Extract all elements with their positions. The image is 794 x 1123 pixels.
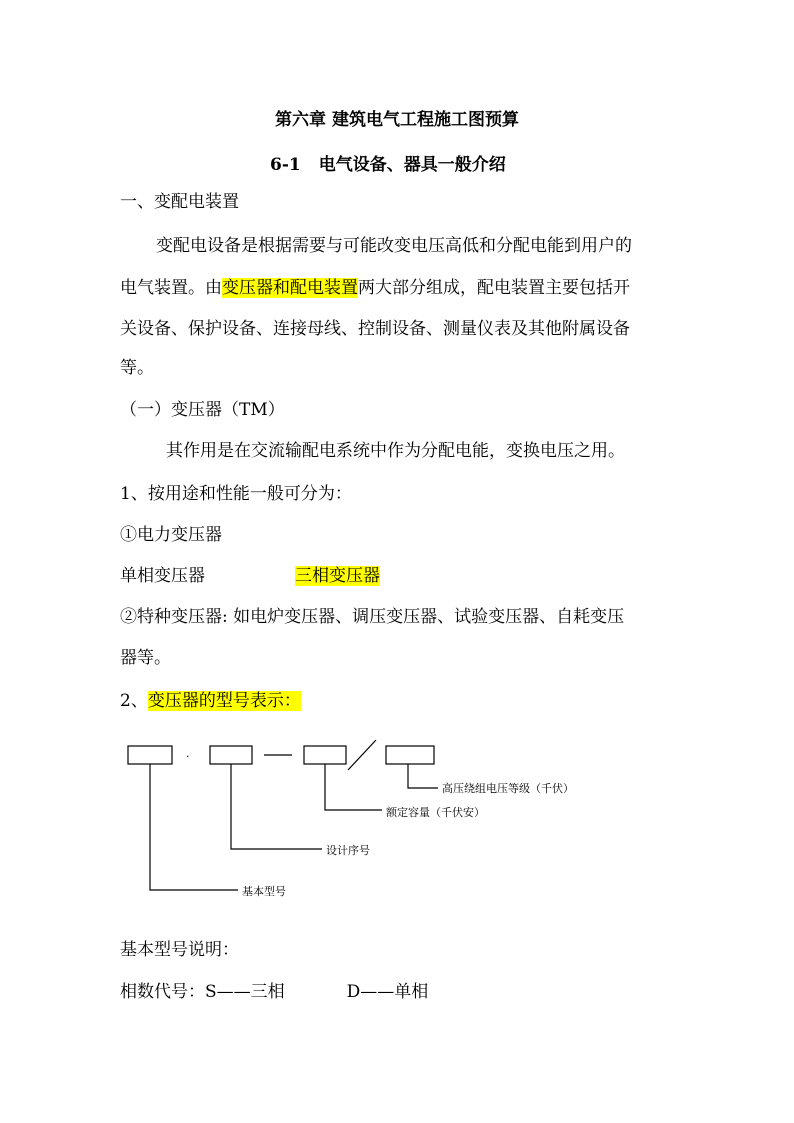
- phase-code-single: D——单相: [346, 982, 429, 1002]
- paragraph-1-line-3: 关设备、保护设备、连接母线、控制设备、测量仪表及其他附属设备: [120, 319, 630, 339]
- section-number: 6-1: [270, 155, 301, 175]
- three-phase-transformer: 三相变压器: [295, 566, 380, 586]
- basic-model-heading: 基本型号说明：: [120, 940, 239, 960]
- section-title-text: 电气设备、器具一般介绍: [318, 155, 506, 175]
- section-title: [270, 150, 506, 175]
- leader-basic-model: [150, 764, 238, 890]
- model-notation-diagram: [0, 730, 794, 910]
- paragraph-1-line-2-start: 电气装置。由: [120, 278, 222, 298]
- paragraph-1-line-4: 等。: [120, 358, 154, 378]
- subsection-heading: 一、变配电装置: [120, 192, 239, 212]
- transformer-heading: （一）变压器（TM）: [120, 400, 285, 420]
- paragraph-1-line-2-end: 两大部分组成，配电装置主要包括开: [358, 278, 630, 298]
- paragraph-1-line-2: [120, 276, 630, 300]
- box-basic-model: [128, 746, 172, 764]
- list-2-heading: [120, 689, 301, 713]
- chapter-title: 第六章 建筑电气工程施工图预算: [275, 110, 519, 130]
- label-design-number: 设计序号: [326, 844, 370, 857]
- label-basic-model: 基本型号: [242, 885, 286, 898]
- paragraph-2: 其作用是在交流输配电系统中作为分配电能，变换电压之用。: [166, 441, 625, 461]
- label-hv-voltage: 高压绕组电压等级（千伏）: [442, 782, 574, 795]
- list-1-item-2-line-1: ②特种变压器: 如电炉变压器、调压变压器、试验变压器、自耗变压: [120, 607, 625, 627]
- label-rated-capacity: 额定容量（千伏安）: [386, 806, 485, 819]
- single-phase-transformer: 单相变压器: [120, 566, 205, 586]
- paragraph-1-line-1: 变配电设备是根据需要与可能改变电压高低和分配电能到用户的: [156, 236, 632, 256]
- phase-code-three: S——三相: [205, 982, 285, 1002]
- separator-slash: [348, 740, 376, 770]
- list-1-item-1: ①电力变压器: [120, 525, 222, 545]
- leader-hv-voltage: [408, 764, 438, 788]
- phase-code-line: [120, 980, 428, 1004]
- list-1-heading: 1、按用途和性能一般可分为：: [120, 484, 352, 504]
- highlight-model-notation: 变压器的型号表示：: [147, 691, 301, 711]
- highlight-transformer-distribution: 变压器和配电装置: [222, 278, 358, 298]
- phase-code-label: 相数代号：: [120, 982, 205, 1002]
- separator-dot: ·: [186, 750, 190, 763]
- box-hv-voltage: [386, 746, 434, 764]
- list-1-item-2-line-2: 器等。: [120, 648, 171, 668]
- list-1-item-1-types: [120, 564, 380, 588]
- leader-rated-capacity: [325, 764, 382, 810]
- box-rated-capacity: [304, 746, 346, 764]
- box-design-number: [210, 746, 252, 764]
- leader-design-number: [231, 764, 322, 849]
- list-2-number: 2、: [120, 691, 148, 711]
